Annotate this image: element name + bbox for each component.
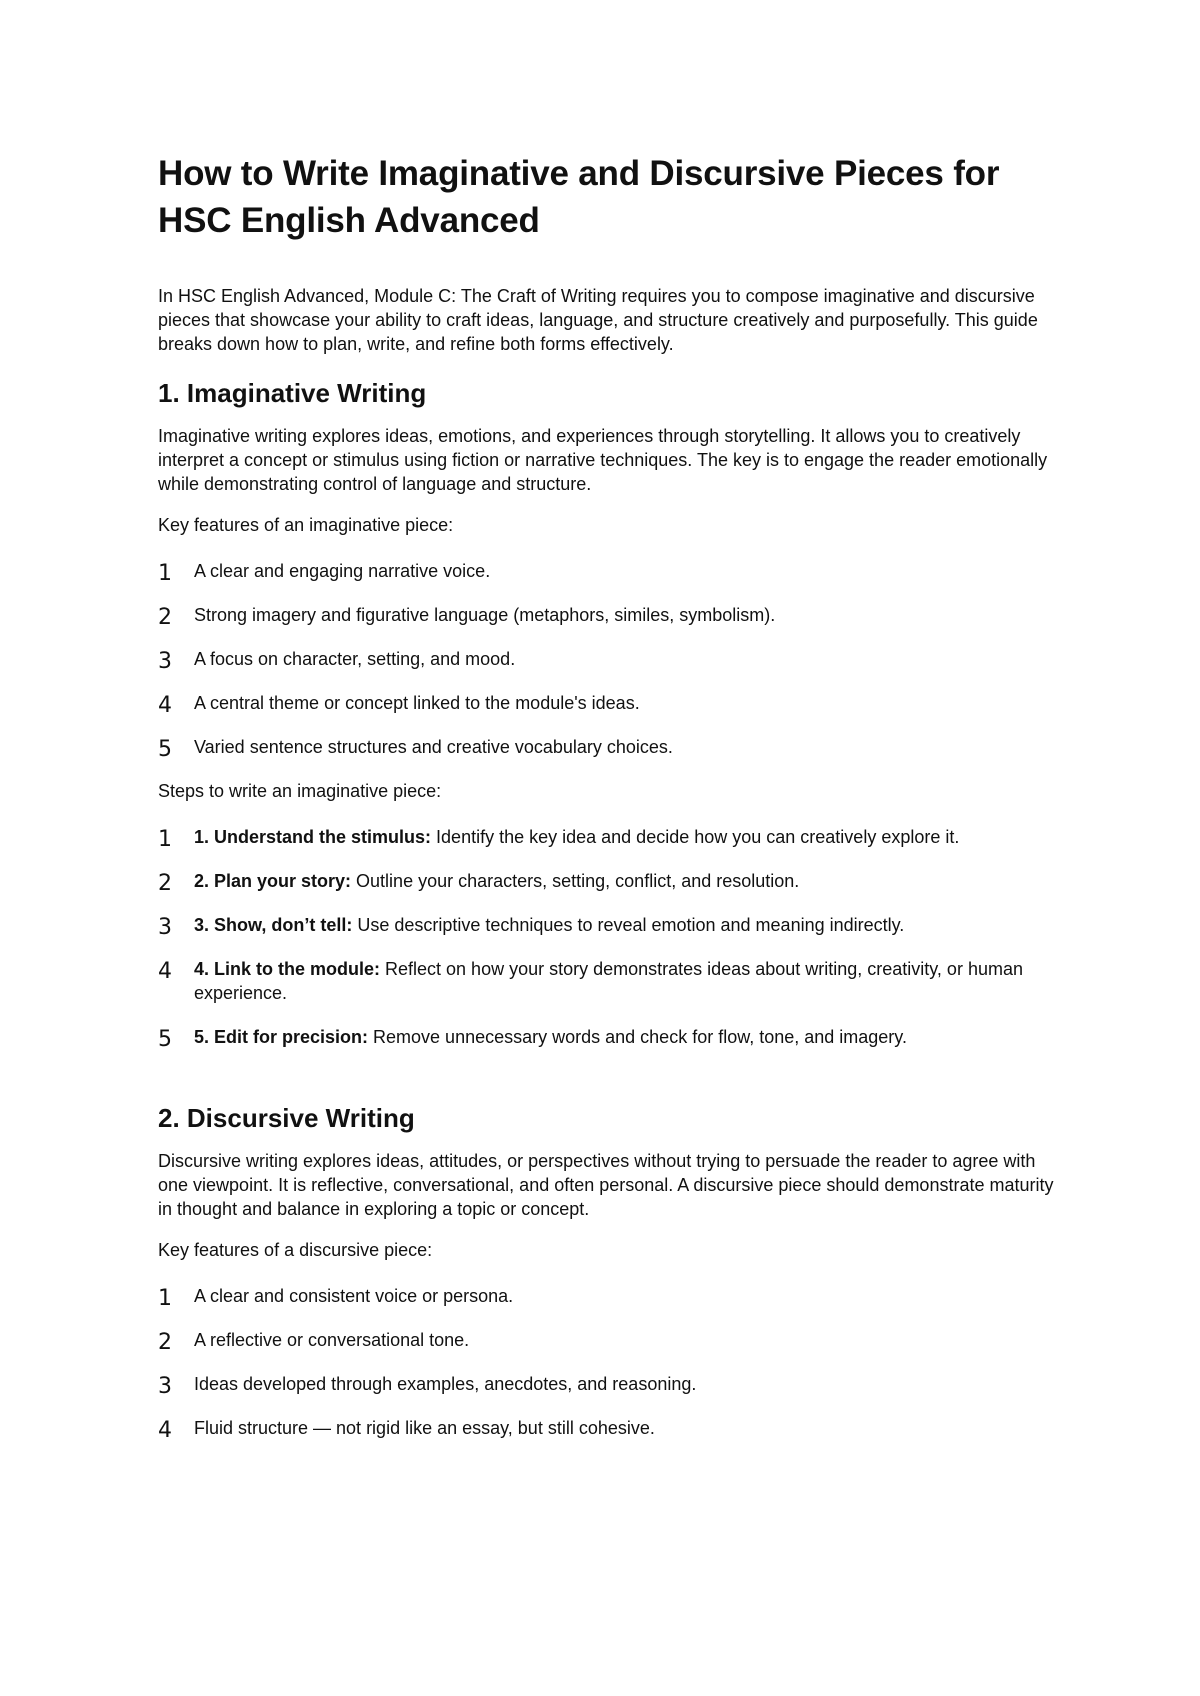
list-number: 4: [158, 1418, 172, 1443]
imaginative-heading: 1. Imaginative Writing: [158, 378, 427, 408]
imaginative-features-list: [158, 559, 1058, 762]
step-title: 4. Link to the module:: [194, 959, 381, 979]
discursive-description: Discursive writing explores ideas, attitudes, or perspectives without trying to persuade the reader to agree with one viewpoint. It is reflective, conversational, and often personal. A discursive piece should demonstrate maturity in thought and balance in exploring a topic or concept.: [158, 1151, 1054, 1219]
list-number: 1: [158, 561, 172, 586]
list-item: [158, 913, 1058, 940]
list-number: 1: [158, 1286, 172, 1311]
list-item: [158, 735, 1058, 762]
step-text: Reflect on how your story demonstrates ideas about writing, creativity, or human experience.: [194, 959, 1023, 1003]
list-item: [158, 559, 1058, 586]
list-number: 1: [158, 827, 172, 852]
list-number: 2: [158, 605, 172, 630]
list-item-text: A clear and consistent voice or persona.: [194, 1286, 514, 1306]
list-item-text: Varied sentence structures and creative vocabulary choices.: [194, 737, 673, 757]
list-item: [158, 1328, 1058, 1355]
imaginative-steps-list: [158, 825, 1058, 1052]
step-text: Outline your characters, setting, conflict, and resolution.: [351, 871, 800, 891]
list-item-text: A central theme or concept linked to the module's ideas.: [194, 693, 640, 713]
imaginative-features-label: Key features of an imaginative piece:: [158, 515, 454, 535]
intro-paragraph: In HSC English Advanced, Module C: The Craft of Writing requires you to compose imaginative and discursive pieces that showcase your ability to craft ideas, language, and structure creatively and purposefully. This guide breaks down how to plan, write, and refine both forms effectively.: [158, 286, 1038, 354]
discursive-features-label: Key features of a discursive piece:: [158, 1240, 433, 1260]
list-item: [158, 691, 1058, 718]
list-item: [158, 957, 1058, 1005]
list-item: [158, 1372, 1058, 1399]
list-item-text: A clear and engaging narrative voice.: [194, 561, 491, 581]
list-number: 2: [158, 871, 172, 896]
list-item-text: A focus on character, setting, and mood.: [194, 649, 516, 669]
discursive-features-list: [158, 1284, 1058, 1443]
list-number: 2: [158, 1330, 172, 1355]
list-item-text: Fluid structure — not rigid like an essay, but still cohesive.: [194, 1418, 655, 1438]
list-number: 4: [158, 693, 172, 718]
list-number: 5: [158, 1027, 172, 1052]
step-text: Remove unnecessary words and check for flow, tone, and imagery.: [368, 1027, 907, 1047]
list-number: 4: [158, 959, 172, 984]
list-item: [158, 647, 1058, 674]
list-item: [158, 869, 1058, 896]
imaginative-description: Imaginative writing explores ideas, emotions, and experiences through storytelling. It allows you to creatively interpret a concept or stimulus using fiction or narrative techniques. The key is to engage the reader emotionally while demonstrating control of language and structure.: [158, 426, 1048, 494]
step-text: Identify the key idea and decide how you can creatively explore it.: [431, 827, 960, 847]
step-title: 3. Show, don’t tell:: [194, 915, 353, 935]
step-text: Use descriptive techniques to reveal emotion and meaning indirectly.: [352, 915, 905, 935]
list-item: [158, 603, 1058, 630]
list-item-text: A reflective or conversational tone.: [194, 1330, 470, 1350]
imaginative-steps-label: Steps to write an imaginative piece:: [158, 781, 442, 801]
step-title: 1. Understand the stimulus:: [194, 827, 432, 847]
list-number: 5: [158, 737, 172, 762]
document-title: How to Write Imaginative and Discursive Pieces for HSC English Advanced: [158, 154, 1000, 240]
list-number: 3: [158, 1374, 172, 1399]
list-item: [158, 1416, 1058, 1443]
list-item-text: Ideas developed through examples, anecdotes, and reasoning.: [194, 1374, 697, 1394]
list-item: [158, 1284, 1058, 1311]
step-title: 5. Edit for precision:: [194, 1027, 369, 1047]
list-number: 3: [158, 649, 172, 674]
discursive-heading: 2. Discursive Writing: [158, 1103, 415, 1133]
list-item: [158, 825, 1058, 852]
document-page: [158, 150, 1058, 1460]
list-item-text: Strong imagery and figurative language (metaphors, similes, symbolism).: [194, 605, 776, 625]
list-number: 3: [158, 915, 172, 940]
list-item: [158, 1025, 1058, 1052]
step-title: 2. Plan your story:: [194, 871, 352, 891]
